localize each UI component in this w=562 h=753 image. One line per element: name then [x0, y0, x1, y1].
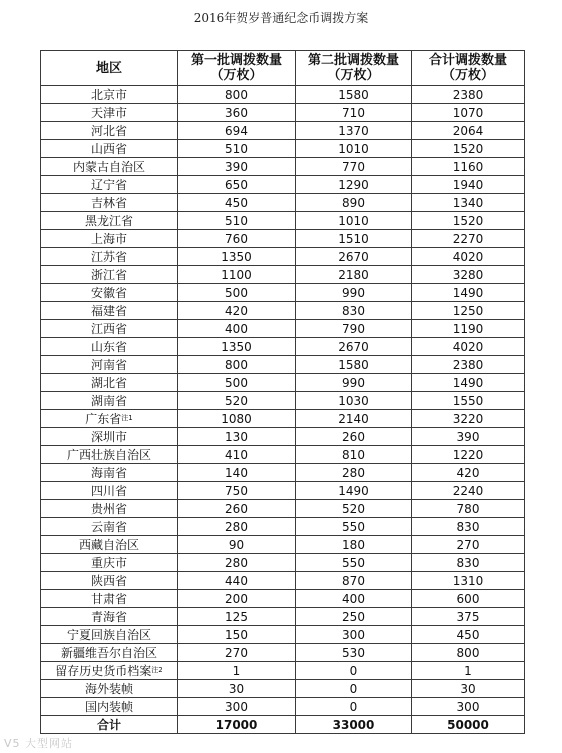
footnote-marker: 注1 — [121, 413, 133, 422]
second-batch-cell: 260 — [296, 428, 412, 446]
total-cell: 300 — [412, 698, 525, 716]
first-batch-cell: 1080 — [178, 410, 296, 428]
total-cell: 4020 — [412, 338, 525, 356]
second-batch-cell: 790 — [296, 320, 412, 338]
region-name: 天津市 — [90, 105, 127, 120]
region-name: 新疆维吾尔自治区 — [60, 645, 157, 660]
first-batch-cell: 390 — [178, 158, 296, 176]
table-row — [41, 572, 525, 590]
region-cell — [41, 248, 178, 266]
region-cell — [41, 590, 178, 608]
region-name: 山西省 — [90, 141, 127, 156]
region-name: 湖北省 — [90, 375, 127, 390]
table-header — [41, 51, 525, 86]
total-cell: 1250 — [412, 302, 525, 320]
first-batch-cell: 500 — [178, 284, 296, 302]
first-batch-cell: 400 — [178, 320, 296, 338]
total-label-cell: 合计 — [41, 716, 178, 734]
region-name: 西藏自治区 — [78, 537, 139, 552]
total-cell: 1310 — [412, 572, 525, 590]
region-name: 辽宁省 — [90, 177, 127, 192]
region-cell — [41, 86, 178, 104]
second-batch-cell: 1370 — [296, 122, 412, 140]
region-cell — [41, 266, 178, 284]
table-row — [41, 680, 525, 698]
table-row — [41, 590, 525, 608]
region-name: 广西壮族自治区 — [66, 447, 151, 462]
region-cell — [41, 446, 178, 464]
first-batch-cell: 125 — [178, 608, 296, 626]
second-batch-cell: 550 — [296, 554, 412, 572]
second-batch-cell: 400 — [296, 590, 412, 608]
region-cell — [41, 410, 178, 428]
region-cell — [41, 284, 178, 302]
total-cell: 30 — [412, 680, 525, 698]
first-batch-cell: 280 — [178, 554, 296, 572]
first-batch-cell: 450 — [178, 194, 296, 212]
region-name: 河南省 — [90, 357, 127, 372]
second-batch-cell: 180 — [296, 536, 412, 554]
first-batch-cell: 280 — [178, 518, 296, 536]
total-cell: 1220 — [412, 446, 525, 464]
document-title: 2016年贺岁普通纪念币调拨方案 — [193, 11, 369, 25]
total-cell: 2240 — [412, 482, 525, 500]
total-cell: 1940 — [412, 176, 525, 194]
header-total-label: 合计调拨数量 — [428, 53, 507, 68]
total-row — [41, 716, 525, 734]
table-row — [41, 86, 525, 104]
watermark-logo: V5 大型网站 — [4, 737, 74, 750]
table-row — [41, 266, 525, 284]
total-cell: 830 — [412, 518, 525, 536]
region-name: 黑龙江省 — [84, 213, 133, 228]
second-batch-cell: 830 — [296, 302, 412, 320]
table-row — [41, 194, 525, 212]
second-batch-cell: 770 — [296, 158, 412, 176]
total-cell: 600 — [412, 590, 525, 608]
total-cell: 450 — [412, 626, 525, 644]
table-row — [41, 104, 525, 122]
region-cell — [41, 518, 178, 536]
region-cell — [41, 320, 178, 338]
region-cell — [41, 374, 178, 392]
first-batch-cell: 440 — [178, 572, 296, 590]
header-second-batch — [296, 51, 412, 86]
region-cell — [41, 626, 178, 644]
second-batch-cell: 1510 — [296, 230, 412, 248]
total-cell: 420 — [412, 464, 525, 482]
region-name: 海南省 — [90, 465, 127, 480]
second-batch-cell: 2140 — [296, 410, 412, 428]
header-first-batch-unit: （万枚） — [210, 68, 263, 83]
first-batch-cell: 360 — [178, 104, 296, 122]
total-cell: 1520 — [412, 212, 525, 230]
table-row — [41, 248, 525, 266]
table-body — [41, 86, 525, 734]
total-cell: 1160 — [412, 158, 525, 176]
table-row — [41, 302, 525, 320]
region-name: 安徽省 — [90, 285, 127, 300]
total-total-cell: 50000 — [412, 716, 525, 734]
table-row — [41, 374, 525, 392]
region-cell — [41, 428, 178, 446]
region-name: 吉林省 — [90, 195, 127, 210]
header-region-label: 地区 — [95, 60, 122, 76]
region-cell — [41, 158, 178, 176]
table-row — [41, 356, 525, 374]
first-batch-cell: 760 — [178, 230, 296, 248]
region-name: 北京市 — [90, 87, 127, 102]
second-batch-cell: 990 — [296, 284, 412, 302]
region-cell — [41, 482, 178, 500]
region-name: 深圳市 — [90, 429, 127, 444]
table-row — [41, 626, 525, 644]
table-row — [41, 122, 525, 140]
table-row — [41, 446, 525, 464]
region-name: 甘肃省 — [90, 591, 127, 606]
region-cell — [41, 194, 178, 212]
first-batch-cell: 650 — [178, 176, 296, 194]
total-cell: 390 — [412, 428, 525, 446]
table-row — [41, 662, 525, 680]
first-batch-cell: 800 — [178, 356, 296, 374]
total-cell: 1490 — [412, 374, 525, 392]
table-row — [41, 410, 525, 428]
first-batch-cell: 410 — [178, 446, 296, 464]
table-row — [41, 140, 525, 158]
total-second-cell: 33000 — [296, 716, 412, 734]
header-first-batch-label: 第一批调拨数量 — [190, 53, 282, 68]
region-cell — [41, 230, 178, 248]
second-batch-cell: 1010 — [296, 212, 412, 230]
table-row — [41, 428, 525, 446]
region-cell — [41, 554, 178, 572]
region-cell — [41, 536, 178, 554]
region-name: 江苏省 — [90, 249, 127, 264]
total-cell: 270 — [412, 536, 525, 554]
table-row — [41, 482, 525, 500]
region-name: 浙江省 — [90, 267, 127, 282]
first-batch-cell: 1100 — [178, 266, 296, 284]
region-cell — [41, 608, 178, 626]
header-row — [41, 51, 525, 86]
region-cell — [41, 122, 178, 140]
table-row — [41, 536, 525, 554]
total-first-cell: 17000 — [178, 716, 296, 734]
region-name: 贵州省 — [90, 501, 127, 516]
total-cell: 3220 — [412, 410, 525, 428]
total-cell: 1520 — [412, 140, 525, 158]
second-batch-cell: 2670 — [296, 338, 412, 356]
total-cell: 2380 — [412, 356, 525, 374]
region-cell — [41, 680, 178, 698]
region-name: 广东省 — [85, 411, 122, 426]
total-cell: 3280 — [412, 266, 525, 284]
first-batch-cell: 200 — [178, 590, 296, 608]
first-batch-cell: 1350 — [178, 248, 296, 266]
second-batch-cell: 280 — [296, 464, 412, 482]
header-second-batch-unit: （万枚） — [327, 68, 380, 83]
first-batch-cell: 1 — [178, 662, 296, 680]
region-cell — [41, 644, 178, 662]
table-row — [41, 212, 525, 230]
table-row — [41, 176, 525, 194]
first-batch-cell: 270 — [178, 644, 296, 662]
region-name: 山东省 — [90, 339, 127, 354]
region-cell — [41, 464, 178, 482]
table-row — [41, 518, 525, 536]
second-batch-cell: 0 — [296, 680, 412, 698]
region-name: 国内装帧 — [84, 699, 133, 714]
total-cell: 1340 — [412, 194, 525, 212]
region-name: 四川省 — [90, 483, 127, 498]
first-batch-cell: 90 — [178, 536, 296, 554]
region-cell — [41, 176, 178, 194]
region-name: 青海省 — [90, 609, 127, 624]
second-batch-cell: 1580 — [296, 356, 412, 374]
first-batch-cell: 750 — [178, 482, 296, 500]
table-row — [41, 644, 525, 662]
second-batch-cell: 870 — [296, 572, 412, 590]
total-cell: 2064 — [412, 122, 525, 140]
region-name: 陕西省 — [90, 573, 127, 588]
region-name: 江西省 — [90, 321, 127, 336]
first-batch-cell: 510 — [178, 140, 296, 158]
region-cell — [41, 572, 178, 590]
first-batch-cell: 510 — [178, 212, 296, 230]
allocation-table — [40, 50, 525, 734]
region-name: 留存历史货币档案 — [55, 663, 152, 678]
total-cell: 780 — [412, 500, 525, 518]
table-row — [41, 698, 525, 716]
second-batch-cell: 810 — [296, 446, 412, 464]
header-total-unit: （万枚） — [441, 68, 494, 83]
first-batch-cell: 500 — [178, 374, 296, 392]
first-batch-cell: 520 — [178, 392, 296, 410]
region-name: 湖南省 — [90, 393, 127, 408]
second-batch-cell: 710 — [296, 104, 412, 122]
table-row — [41, 464, 525, 482]
table-row — [41, 500, 525, 518]
footnote-marker: 注2 — [151, 665, 163, 674]
region-cell — [41, 302, 178, 320]
first-batch-cell: 150 — [178, 626, 296, 644]
table-row — [41, 608, 525, 626]
region-name: 河北省 — [90, 123, 127, 138]
header-second-batch-label: 第二批调拨数量 — [307, 53, 399, 68]
second-batch-cell: 1290 — [296, 176, 412, 194]
region-cell — [41, 338, 178, 356]
second-batch-cell: 530 — [296, 644, 412, 662]
first-batch-cell: 1350 — [178, 338, 296, 356]
region-name: 宁夏回族自治区 — [66, 627, 151, 642]
region-cell — [41, 500, 178, 518]
region-name: 上海市 — [90, 231, 127, 246]
table-row — [41, 158, 525, 176]
table-row — [41, 230, 525, 248]
region-name: 重庆市 — [90, 555, 127, 570]
region-name: 福建省 — [90, 303, 127, 318]
total-cell: 1490 — [412, 284, 525, 302]
region-cell — [41, 356, 178, 374]
first-batch-cell: 130 — [178, 428, 296, 446]
table-row — [41, 554, 525, 572]
header-first-batch — [178, 51, 296, 86]
first-batch-cell: 300 — [178, 698, 296, 716]
region-cell — [41, 212, 178, 230]
second-batch-cell: 1030 — [296, 392, 412, 410]
total-cell: 800 — [412, 644, 525, 662]
region-cell — [41, 698, 178, 716]
total-cell: 1 — [412, 662, 525, 680]
region-name: 海外装帧 — [84, 681, 133, 696]
second-batch-cell: 890 — [296, 194, 412, 212]
second-batch-cell: 1580 — [296, 86, 412, 104]
first-batch-cell: 800 — [178, 86, 296, 104]
region-cell — [41, 140, 178, 158]
total-cell: 2270 — [412, 230, 525, 248]
header-total — [412, 51, 525, 86]
second-batch-cell: 0 — [296, 662, 412, 680]
total-cell: 1070 — [412, 104, 525, 122]
header-region — [41, 51, 178, 86]
table-row — [41, 392, 525, 410]
total-cell: 2380 — [412, 86, 525, 104]
table-row — [41, 320, 525, 338]
region-cell — [41, 662, 178, 680]
second-batch-cell: 2180 — [296, 266, 412, 284]
region-name: 内蒙古自治区 — [72, 159, 145, 174]
second-batch-cell: 2670 — [296, 248, 412, 266]
first-batch-cell: 260 — [178, 500, 296, 518]
total-cell: 830 — [412, 554, 525, 572]
second-batch-cell: 990 — [296, 374, 412, 392]
second-batch-cell: 1010 — [296, 140, 412, 158]
total-cell: 375 — [412, 608, 525, 626]
region-name: 云南省 — [90, 519, 127, 534]
total-cell: 1190 — [412, 320, 525, 338]
region-cell — [41, 392, 178, 410]
first-batch-cell: 694 — [178, 122, 296, 140]
first-batch-cell: 420 — [178, 302, 296, 320]
table-row — [41, 338, 525, 356]
total-cell: 4020 — [412, 248, 525, 266]
table-row — [41, 284, 525, 302]
second-batch-cell: 520 — [296, 500, 412, 518]
second-batch-cell: 0 — [296, 698, 412, 716]
total-cell: 1550 — [412, 392, 525, 410]
region-cell — [41, 104, 178, 122]
second-batch-cell: 250 — [296, 608, 412, 626]
second-batch-cell: 300 — [296, 626, 412, 644]
second-batch-cell: 550 — [296, 518, 412, 536]
second-batch-cell: 1490 — [296, 482, 412, 500]
first-batch-cell: 30 — [178, 680, 296, 698]
first-batch-cell: 140 — [178, 464, 296, 482]
